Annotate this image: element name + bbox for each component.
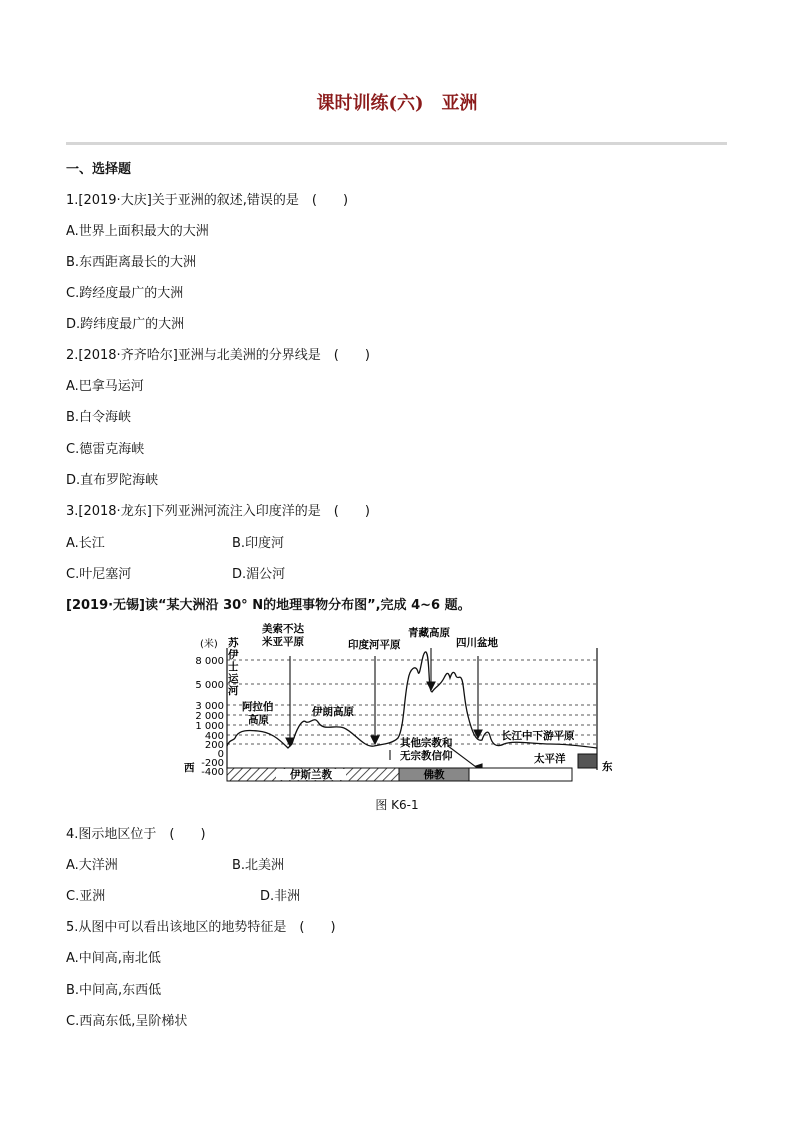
figure-caption: 图 K6-1 — [375, 798, 419, 812]
question-2-option-a: A.巴拿马运河 — [66, 379, 144, 394]
label-tibetan-plateau: 青藏高原 — [408, 627, 450, 639]
label-iranian-plateau: 伊朗高原 — [312, 706, 354, 718]
question-2-option-d: D.直布罗陀海峡 — [66, 473, 159, 488]
question-1-option-b: B.东西距离最长的大洲 — [66, 255, 197, 270]
label-yangtze-plain: 长江中下游平原 — [501, 730, 575, 742]
label-buddhism: 佛教 — [423, 769, 445, 781]
question-3-option-b: B.印度河 — [232, 536, 285, 551]
label-other-religions: 其他宗教和 — [400, 737, 453, 749]
label-mesopotamia: 美索不达 — [262, 623, 304, 635]
label-pacific-ocean: 太平洋 — [534, 753, 566, 765]
question-2-option-c: C.德雷克海峡 — [66, 442, 145, 457]
y-axis-unit: (米) — [200, 639, 218, 650]
label-suez-canal: 伊 — [228, 649, 239, 661]
question-1-stem: 1.[2019·大庆]关于亚洲的叙述,错误的是 ( ) — [66, 193, 349, 208]
tick-label: 200 — [204, 740, 224, 751]
label-east: 东 — [602, 761, 613, 773]
label-suez-canal: 苏 — [228, 637, 239, 649]
label-suez-canal: 运 — [228, 673, 239, 685]
question-4-option-c: C.亚洲 — [66, 889, 106, 904]
question-5-option-b: B.中间高,东西低 — [66, 983, 162, 998]
terrain-profile-figure — [178, 620, 618, 790]
label-other-religions: 无宗教信仰 — [400, 750, 453, 762]
question-4-option-d: D.非洲 — [260, 889, 301, 904]
question-3-option-c: C.叶尼塞河 — [66, 567, 132, 582]
question-1-option-c: C.跨经度最广的大洲 — [66, 286, 184, 301]
page-title: 课时训练(六) 亚洲 — [316, 93, 478, 114]
tick-label: 5 000 — [195, 680, 224, 691]
question-1-option-a: A.世界上面积最大的大洲 — [66, 224, 209, 239]
tick-label: -200 — [201, 758, 224, 769]
tick-label: 2 000 — [195, 711, 224, 722]
tick-label: 400 — [204, 731, 224, 742]
question-4-stem: 4.图示地区位于 ( ) — [66, 827, 206, 842]
label-mesopotamia: 米亚平原 — [262, 636, 304, 648]
tick-label: -400 — [201, 767, 224, 778]
other-band — [469, 768, 572, 781]
question-4-option-b: B.北美洲 — [232, 858, 285, 873]
label-arabian-plateau: 高原 — [248, 714, 269, 726]
label-suez-canal: 河 — [228, 685, 239, 697]
question-3-stem: 3.[2018·龙东]下列亚洲河流注入印度洋的是 ( ) — [66, 504, 370, 519]
label-sichuan-basin: 四川盆地 — [456, 637, 498, 649]
label-indus-plain: 印度河平原 — [348, 639, 401, 651]
tick-label: 8 000 — [195, 656, 224, 667]
figure-intro: [2019·无锡]读“某大洲沿 30° N的地理事物分布图”,完成 4~6 题。 — [66, 598, 471, 613]
question-1-option-d: D.跨纬度最广的大洲 — [66, 317, 185, 332]
question-2-stem: 2.[2018·齐齐哈尔]亚洲与北美洲的分界线是 ( ) — [66, 348, 370, 363]
question-5-stem: 5.从图中可以看出该地区的地势特征是 ( ) — [66, 920, 336, 935]
question-2-option-b: B.白令海峡 — [66, 410, 132, 425]
tick-label: 3 000 — [195, 701, 224, 712]
tick-label: 1 000 — [195, 721, 224, 732]
question-3-option-a: A.长江 — [66, 536, 105, 551]
label-west: 西 — [184, 762, 195, 774]
question-4-option-a: A.大洋洲 — [66, 858, 118, 873]
tick-label: 0 — [217, 749, 224, 760]
label-suez-canal: 士 — [228, 661, 239, 673]
question-5-option-c: C.西高东低,呈阶梯状 — [66, 1014, 188, 1029]
label-islam: 伊斯兰教 — [290, 769, 332, 781]
question-3-option-d: D.湄公河 — [232, 567, 286, 582]
title-divider — [66, 142, 727, 145]
section-heading: 一、选择题 — [66, 162, 132, 177]
label-arabian-plateau: 阿拉伯 — [242, 701, 274, 713]
pacific-block — [578, 754, 597, 768]
question-5-option-a: A.中间高,南北低 — [66, 951, 161, 966]
